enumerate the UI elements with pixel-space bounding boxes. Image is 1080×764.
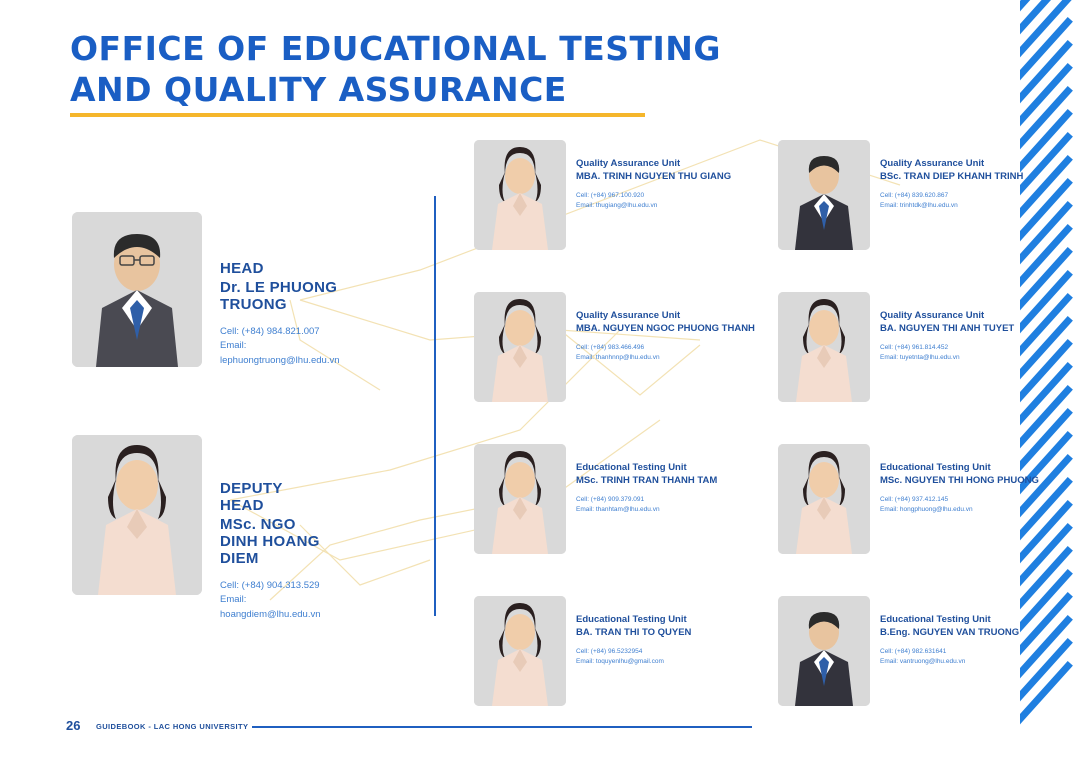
staff-name: MBA. NGUYEN NGOC PHUONG THANH	[576, 323, 755, 334]
staff-cell: Cell: (+84) 96.5232954	[576, 648, 643, 655]
staff-name: MBA. TRINH NGUYEN THU GIANG	[576, 171, 732, 182]
staff-contact	[576, 647, 776, 667]
staff-info	[880, 310, 1080, 363]
staff-cell: Cell: (+84) 967.100.920	[576, 192, 645, 199]
staff-name: BA. NGUYEN THI ANH TUYET	[880, 323, 1015, 334]
staff-contact	[880, 191, 1080, 211]
staff-info	[576, 158, 776, 211]
staff-email[interactable]: Email: toquyenlhu@gmail.com	[576, 658, 664, 666]
staff-unit: Quality Assurance Unit	[576, 310, 681, 321]
exec-cell-head: Cell: (+84) 984.821.007	[220, 326, 320, 337]
staff-unit: Educational Testing Unit	[576, 462, 687, 473]
staff-cell: Cell: (+84) 983.466.496	[576, 344, 645, 351]
staff-unit: Educational Testing Unit	[576, 614, 687, 625]
staff-info	[880, 614, 1080, 667]
staff-name: BSc. TRAN DIEP KHANH TRINH	[880, 171, 1024, 182]
staff-unit: Educational Testing Unit	[880, 614, 991, 625]
staff-email[interactable]: Email: thugiang@lhu.edu.vn	[576, 202, 658, 210]
staff-name: BA. TRAN THI TO QUYEN	[576, 627, 692, 638]
staff-contact	[880, 343, 1080, 363]
staff-cell: Cell: (+84) 982.631641	[880, 648, 947, 655]
staff-contact	[576, 495, 776, 515]
page-title	[70, 28, 750, 111]
footer-rule	[252, 726, 752, 728]
staff-unit: Quality Assurance Unit	[576, 158, 681, 169]
staff-cell: Cell: (+84) 961.814.452	[880, 344, 949, 351]
org-chart-spine	[434, 196, 436, 616]
avatar-staff	[778, 140, 870, 250]
stripe	[1020, 0, 1073, 65]
staff-name: MSc. NGUYEN THI HONG PHUONG	[880, 475, 1039, 486]
staff-email[interactable]: Email: hongphuong@lhu.edu.vn	[880, 506, 973, 514]
staff-cell: Cell: (+84) 909.379.091	[576, 496, 645, 503]
staff-contact	[880, 495, 1080, 515]
staff-unit: Quality Assurance Unit	[880, 310, 985, 321]
exec-role-deputy-head: DEPUTY HEAD	[220, 480, 283, 514]
exec-name-deputy-head: MSc. NGO DINH HOANG DIEM	[220, 516, 320, 567]
avatar-staff	[474, 292, 566, 402]
exec-cell-deputy-head: Cell: (+84) 904.313.529	[220, 580, 320, 591]
stripe	[1020, 661, 1073, 755]
staff-email[interactable]: Email: tuyetnta@lhu.edu.vn	[880, 354, 960, 362]
staff-unit: Educational Testing Unit	[880, 462, 991, 473]
page-title-line-1: OFFICE OF EDUCATIONAL TESTING	[70, 29, 722, 68]
avatar-head	[72, 212, 202, 367]
exec-contact-deputy-head	[220, 579, 320, 622]
exec-name-head: Dr. LE PHUONG TRUONG	[220, 279, 338, 313]
staff-name: MSc. TRINH TRAN THANH TAM	[576, 475, 718, 486]
footer-page-number: 26	[66, 718, 81, 733]
staff-info	[880, 158, 1080, 211]
staff-cell: Cell: (+84) 839.620.867	[880, 192, 949, 199]
avatar-staff	[778, 444, 870, 554]
avatar-staff	[474, 596, 566, 706]
staff-info	[576, 462, 776, 515]
avatar-staff	[778, 596, 870, 706]
staff-name: B.Eng. NGUYEN VAN TRUONG	[880, 627, 1020, 638]
avatar-staff	[778, 292, 870, 402]
staff-contact	[576, 191, 776, 211]
staff-email[interactable]: Email: trinhtdk@lhu.edu.vn	[880, 202, 958, 210]
exec-info-deputy-head	[220, 480, 320, 622]
footer-label: GUIDEBOOK - LAC HONG UNIVERSITY	[96, 722, 249, 731]
title-underline	[70, 113, 645, 117]
staff-email[interactable]: Email: thanhnnp@lhu.edu.vn	[576, 354, 660, 362]
avatar-staff	[474, 140, 566, 250]
avatar-staff	[474, 444, 566, 554]
staff-info	[880, 462, 1080, 515]
exec-email-deputy-head[interactable]: Email: hoangdiem@lhu.edu.vn	[220, 594, 321, 620]
exec-contact-head	[220, 325, 340, 368]
exec-role-head: HEAD	[220, 260, 264, 277]
staff-contact	[576, 343, 776, 363]
staff-info	[576, 614, 776, 667]
exec-email-head[interactable]: Email: lephuongtruong@lhu.edu.vn	[220, 340, 340, 366]
staff-cell: Cell: (+84) 937.412.145	[880, 496, 949, 503]
staff-unit: Quality Assurance Unit	[880, 158, 985, 169]
avatar-deputy-head	[72, 435, 202, 595]
staff-email[interactable]: Email: thanhtam@lhu.edu.vn	[576, 506, 660, 514]
staff-email[interactable]: Email: vantruong@lhu.edu.vn	[880, 658, 966, 666]
staff-info	[576, 310, 776, 363]
page-title-line-2: AND QUALITY ASSURANCE	[70, 70, 567, 110]
staff-contact	[880, 647, 1080, 667]
exec-info-head	[220, 260, 340, 368]
